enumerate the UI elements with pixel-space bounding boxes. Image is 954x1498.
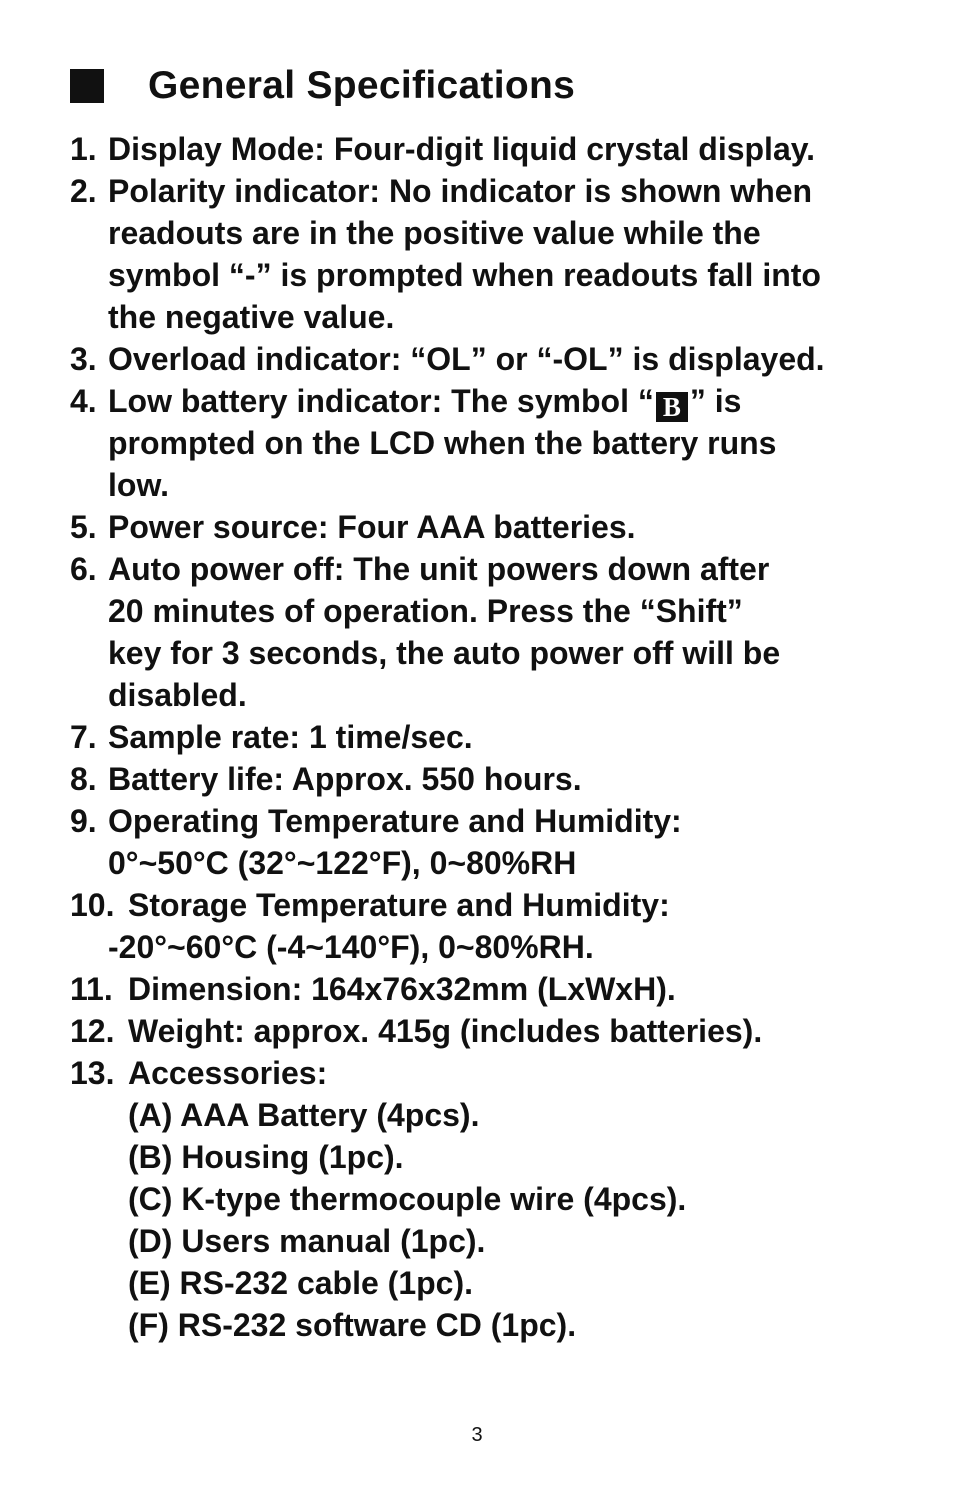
- accessory-item: (A) AAA Battery (4pcs).: [128, 1097, 480, 1133]
- spec-number: 10.: [70, 887, 115, 923]
- spec-number: 12.: [70, 1013, 115, 1049]
- spec-text: prompted on the LCD when the battery runs: [108, 425, 777, 461]
- spec-item-8: [70, 758, 940, 800]
- spec-item-13: [70, 1052, 940, 1094]
- spec-number: 6.: [70, 551, 97, 587]
- spec-text: Storage Temperature and Humidity:: [128, 887, 670, 923]
- low-battery-icon: B: [656, 392, 688, 422]
- spec-text: Polarity indicator: No indicator is shown when: [108, 173, 813, 209]
- spec-number: 1.: [70, 131, 97, 167]
- spec-text: Sample rate: 1 time/sec.: [108, 719, 473, 755]
- spec-item-11: [70, 968, 940, 1010]
- accessory-item: (B) Housing (1pc).: [128, 1139, 404, 1175]
- accessory-item: (F) RS-232 software CD (1pc).: [128, 1307, 577, 1343]
- accessory-item: (D) Users manual (1pc).: [128, 1223, 486, 1259]
- spec-number: 13.: [70, 1055, 115, 1091]
- spec-text: readouts are in the positive value while the: [108, 215, 761, 251]
- spec-text-part: Low battery indicator: The symbol “: [108, 383, 654, 419]
- spec-text: key for 3 seconds, the auto power off will be: [108, 635, 781, 671]
- spec-text: -20°~60°C (-4~140°F), 0~80%RH.: [108, 929, 594, 965]
- spec-text: Display Mode: Four-digit liquid crystal display.: [108, 131, 816, 167]
- spec-number: 2.: [70, 173, 97, 209]
- spec-number: 7.: [70, 719, 97, 755]
- spec-text: 20 minutes of operation. Press the “Shift”: [108, 593, 743, 629]
- page-number: 3: [471, 1424, 483, 1446]
- spec-text: Power source: Four AAA batteries.: [108, 509, 636, 545]
- spec-number: 8.: [70, 761, 97, 797]
- spec-text: Auto power off: The unit powers down after: [108, 551, 770, 587]
- spec-item-7: [70, 716, 940, 758]
- spec-text: Operating Temperature and Humidity:: [108, 803, 682, 839]
- spec-item-1: [70, 128, 940, 170]
- spec-item-9: [70, 800, 940, 884]
- square-bullet-icon: [70, 69, 104, 103]
- spec-number: 5.: [70, 509, 97, 545]
- spec-text: disabled.: [108, 677, 247, 713]
- accessory-item: (C) K-type thermocouple wire (4pcs).: [128, 1181, 687, 1217]
- spec-number: 11.: [70, 971, 113, 1007]
- spec-text-part: ” is: [689, 383, 742, 419]
- section-title: General Specifications: [148, 64, 576, 107]
- spec-item-5: [70, 506, 940, 548]
- spec-text: the negative value.: [108, 299, 395, 335]
- specification-list: [70, 128, 940, 1346]
- spec-text: symbol “-” is prompted when readouts fall into: [108, 257, 821, 293]
- spec-text: Dimension: 164x76x32mm (LxWxH).: [128, 971, 676, 1007]
- spec-text: Overload indicator: “OL” or “-OL” is displayed.: [108, 341, 825, 377]
- spec-text: [108, 380, 776, 422]
- spec-text: 0°~50°C (32°~122°F), 0~80%RH: [108, 845, 577, 881]
- accessories-list: [128, 1094, 940, 1346]
- spec-text: Battery life: Approx. 550 hours.: [108, 761, 582, 797]
- spec-text: Accessories:: [128, 1055, 328, 1091]
- spec-text: low.: [108, 467, 170, 503]
- spec-item-12: [70, 1010, 940, 1052]
- accessory-item: (E) RS-232 cable (1pc).: [128, 1265, 473, 1301]
- spec-item-2: [70, 170, 940, 338]
- spec-item-3: [70, 338, 940, 380]
- spec-item-6: [70, 548, 940, 716]
- spec-number: 3.: [70, 341, 97, 377]
- section-header: [70, 58, 575, 114]
- spec-number: 4.: [70, 383, 97, 419]
- spec-item-10: [70, 884, 940, 968]
- spec-text: Weight: approx. 415g (includes batteries).: [128, 1013, 763, 1049]
- spec-item-4: [70, 380, 940, 506]
- spec-number: 9.: [70, 803, 97, 839]
